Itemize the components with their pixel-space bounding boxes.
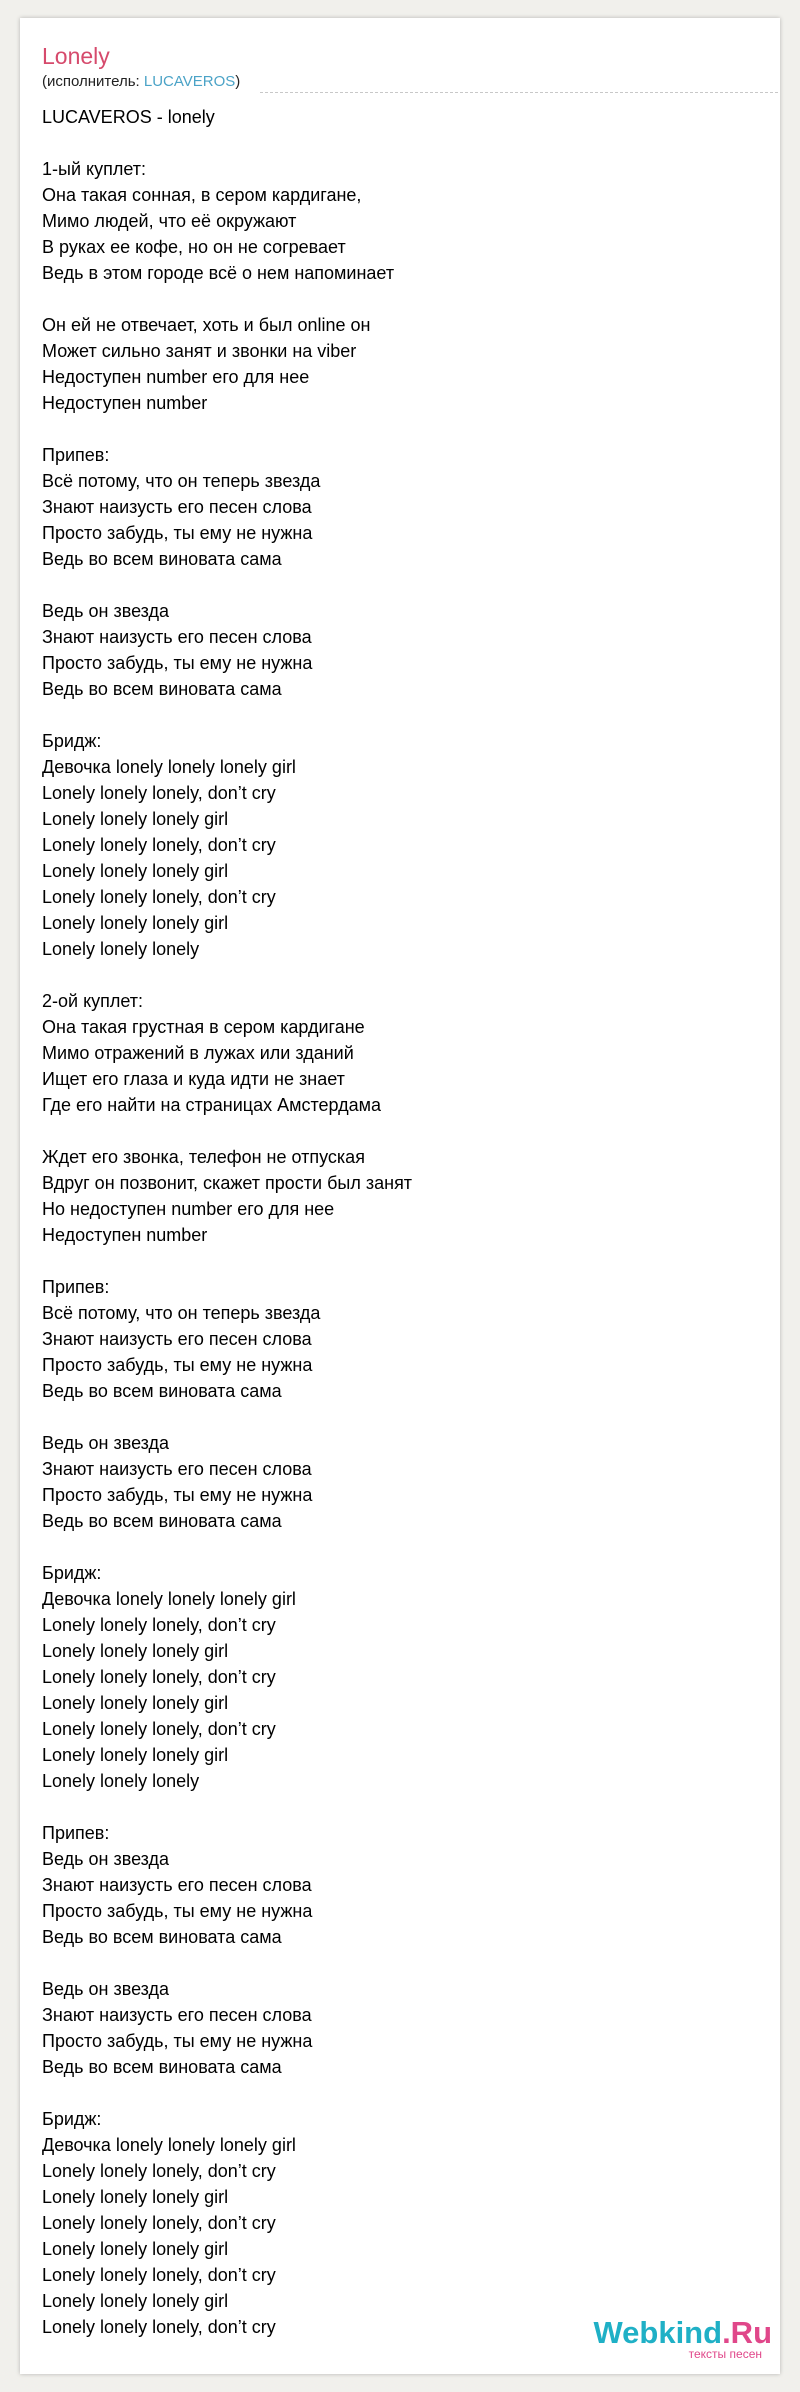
lyric-blank-line: [42, 416, 742, 442]
lyric-line: Lonely lonely lonely: [42, 939, 200, 959]
lyric-line: Lonely lonely lonely, don’t cry: [42, 2161, 276, 2181]
lyric-line: Lonely lonely lonely, don’t cry: [42, 1719, 276, 1739]
lyric-blank-line: [42, 1248, 742, 1274]
lyric-line: Может сильно занят и звонки на viber: [42, 341, 357, 361]
lyric-line: Ведь он звезда: [42, 1433, 170, 1453]
lyric-line: Знают наизусть его песен слова: [42, 1459, 312, 1479]
lyric-line: Ведь во всем виновата сама: [42, 1381, 282, 1401]
artist-link[interactable]: LUCAVEROS: [143, 73, 236, 90]
lyric-blank-line: [42, 702, 742, 728]
lyrics-card: [20, 18, 780, 2374]
lyric-line: Lonely lonely lonely girl: [42, 2291, 229, 2311]
lyric-blank-line: [42, 572, 742, 598]
lyric-line: Lonely lonely lonely, don’t cry: [42, 1667, 276, 1687]
lyrics-text: [42, 104, 742, 2340]
lyric-line: Lonely lonely lonely girl: [42, 2239, 229, 2259]
lyric-line: Всё потому, что он теперь звезда: [42, 1303, 321, 1323]
lyric-line: Ведь во всем виновата сама: [42, 679, 282, 699]
lyric-line: Просто забудь, ты ему не нужна: [42, 1355, 313, 1375]
lyric-line: Она такая грустная в сером кардигане: [42, 1017, 365, 1037]
lyric-line: Мимо людей, что её окружают: [42, 211, 297, 231]
lyric-line: Недоступен number: [42, 1225, 208, 1245]
lyric-line: Припев:: [42, 445, 110, 465]
logo-tld: .Ru: [722, 2315, 772, 2350]
lyric-line: Вдруг он позвонит, скажет прости был занят: [42, 1173, 413, 1193]
lyric-line: Ищет его глаза и куда идти не знает: [42, 1069, 345, 1089]
lyric-line: 2-ой куплет:: [42, 991, 144, 1011]
site-logo[interactable]: [572, 2314, 772, 2364]
lyric-line: Припев:: [42, 1277, 110, 1297]
lyric-line: В руках ее кофе, но он не согревает: [42, 237, 346, 257]
lyric-line: Знают наизусть его песен слова: [42, 1329, 312, 1349]
lyric-blank-line: [42, 2080, 742, 2106]
lyric-line: Lonely lonely lonely girl: [42, 809, 229, 829]
lyric-line: Просто забудь, ты ему не нужна: [42, 653, 313, 673]
lyric-line: Припев:: [42, 1823, 110, 1843]
lyric-line: Ведь во всем виновата сама: [42, 2057, 282, 2077]
lyric-line: Знают наизусть его песен слова: [42, 2005, 312, 2025]
lyric-line: LUCAVEROS - lonely: [42, 107, 215, 127]
lyric-line: Бридж:: [42, 1563, 102, 1583]
lyric-blank-line: [42, 1118, 742, 1144]
lyric-line: Всё потому, что он теперь звезда: [42, 471, 321, 491]
artist-suffix: ): [235, 73, 241, 90]
lyric-line: Просто забудь, ты ему не нужна: [42, 1901, 313, 1921]
lyric-blank-line: [42, 1794, 742, 1820]
lyric-line: Ведь во всем виновата сама: [42, 1511, 282, 1531]
lyric-line: Lonely lonely lonely: [42, 1771, 200, 1791]
lyric-line: Знают наизусть его песен слова: [42, 497, 312, 517]
lyric-line: Lonely lonely lonely, don’t cry: [42, 835, 276, 855]
lyric-line: Lonely lonely lonely girl: [42, 1693, 229, 1713]
lyric-blank-line: [42, 286, 742, 312]
lyric-line: Lonely lonely lonely girl: [42, 2187, 229, 2207]
lyric-line: Недоступен number: [42, 393, 208, 413]
logo-tagline: тексты песен: [688, 2347, 762, 2361]
lyric-line: Но недоступен number его для нее: [42, 1199, 335, 1219]
lyric-line: Ведь во всем виновата сама: [42, 1927, 282, 1947]
lyric-line: Где его найти на страницах Амстердама: [42, 1095, 382, 1115]
lyric-line: Lonely lonely lonely girl: [42, 1745, 229, 1765]
lyric-line: Знают наизусть его песен слова: [42, 1875, 312, 1895]
song-title: Lonely: [42, 43, 110, 69]
lyric-line: Lonely lonely lonely, don’t cry: [42, 783, 276, 803]
lyric-blank-line: [42, 1950, 742, 1976]
lyric-line: Девочка lonely lonely lonely girl: [42, 2135, 296, 2155]
lyric-line: Ведь во всем виновата сама: [42, 549, 282, 569]
lyric-line: Ведь он звезда: [42, 1979, 170, 1999]
lyric-line: Ведь он звезда: [42, 601, 170, 621]
lyric-blank-line: [42, 130, 742, 156]
lyric-line: Lonely lonely lonely, don’t cry: [42, 1615, 276, 1635]
lyric-line: Бридж:: [42, 731, 102, 751]
lyric-line: Недоступен number его для нее: [42, 367, 310, 387]
lyric-line: Lonely lonely lonely, don’t cry: [42, 2317, 276, 2337]
lyric-line: Он ей не отвечает, хоть и был online он: [42, 315, 371, 335]
lyric-blank-line: [42, 962, 742, 988]
lyric-line: Бридж:: [42, 2109, 102, 2129]
lyric-line: Просто забудь, ты ему не нужна: [42, 2031, 313, 2051]
lyric-line: Просто забудь, ты ему не нужна: [42, 523, 313, 543]
lyric-line: Lonely lonely lonely girl: [42, 1641, 229, 1661]
logo-brand: Webkind: [593, 2315, 723, 2350]
artist-prefix: (исполнитель:: [42, 73, 144, 90]
lyric-line: Просто забудь, ты ему не нужна: [42, 1485, 313, 1505]
lyric-line: Знают наизусть его песен слова: [42, 627, 312, 647]
lyric-line: Ждет его звонка, телефон не отпуская: [42, 1147, 365, 1167]
lyric-line: Lonely lonely lonely girl: [42, 913, 229, 933]
lyric-line: Ведь он звезда: [42, 1849, 170, 1869]
lyric-line: Девочка lonely lonely lonely girl: [42, 757, 296, 777]
lyric-line: 1-ый куплет:: [42, 159, 146, 179]
title-separator: [260, 92, 778, 93]
lyric-line: Мимо отражений в лужах или зданий: [42, 1043, 354, 1063]
lyric-line: Lonely lonely lonely, don’t cry: [42, 2213, 276, 2233]
lyric-line: Lonely lonely lonely, don’t cry: [42, 887, 276, 907]
lyric-line: Она такая сонная, в сером кардигане,: [42, 185, 362, 205]
lyric-blank-line: [42, 1404, 742, 1430]
lyric-line: Lonely lonely lonely, don’t cry: [42, 2265, 276, 2285]
lyric-line: Девочка lonely lonely lonely girl: [42, 1589, 296, 1609]
lyric-blank-line: [42, 1534, 742, 1560]
lyric-line: Ведь в этом городе всё о нем напоминает: [42, 263, 395, 283]
artist-line: [42, 72, 240, 92]
lyric-line: Lonely lonely lonely girl: [42, 861, 229, 881]
